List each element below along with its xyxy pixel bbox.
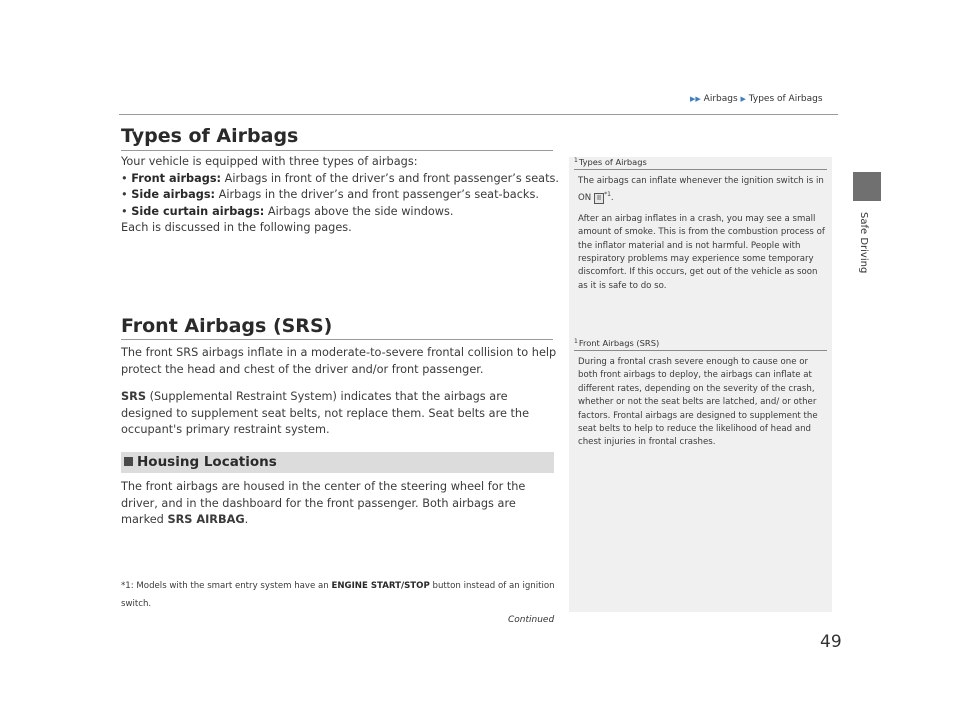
bullet-side-curtain-airbags: • Side curtain airbags: Airbags above the side windows.: [121, 204, 454, 218]
front-airbags-body: [121, 345, 561, 439]
bullet-text: Airbags in the driver’s and front passenger’s seat-backs.: [215, 188, 539, 201]
intro-text: Your vehicle is equipped with three types of airbags:: [121, 155, 418, 168]
housing-locations-body: [121, 479, 561, 529]
bullet-term: Front airbags:: [131, 171, 222, 185]
note-marker: 1: [574, 157, 578, 164]
note-title[interactable]: [574, 157, 827, 170]
note-para: [578, 175, 827, 206]
side-tab-label: Safe Driving: [858, 212, 869, 274]
srs-airbag-term: SRS AIRBAG: [167, 513, 245, 526]
housing-text-end: .: [244, 513, 249, 526]
ignition-on-key-icon: II: [594, 193, 604, 204]
footnote-suffix: button instead of an ignition switch.: [121, 581, 555, 609]
section-title-types-of-airbags: Types of Airbags: [121, 125, 299, 147]
outro-text: Each is discussed in the following pages.: [121, 221, 352, 234]
front-airbags-para1: The front SRS airbags inflate in a moderate-to-severe frontal collision to help protect the head and chest of the driver and/or front passenger.: [121, 346, 557, 376]
bullet-text: Airbags above the side windows.: [264, 204, 454, 218]
types-of-airbags-body: [121, 154, 561, 237]
note-types-of-airbags: [574, 157, 827, 300]
note-text-b: .: [610, 193, 614, 204]
section-title-front-airbags: Front Airbags (SRS): [121, 315, 333, 337]
housing-locations-para: [121, 479, 561, 529]
front-airbags-para2: [121, 389, 561, 439]
note-title-text: Front Airbags (SRS): [578, 338, 660, 348]
breadcrumb-types-of-airbags[interactable]: Types of Airbags: [748, 94, 823, 104]
bullet-term: Side curtain airbags:: [131, 204, 265, 218]
note-text: [574, 351, 827, 450]
srs-definition: (Supplemental Restraint System) indicates that the airbags are designed to supplement seat belts, not replace them. Seat belts are the occupant's primary restraint system.: [121, 390, 530, 436]
header-divider: [119, 114, 838, 115]
engine-start-stop-term: ENGINE START/STOP: [331, 581, 430, 591]
breadcrumb-arrow-icon: ▶: [740, 95, 746, 103]
note-title-text: Types of Airbags: [578, 157, 647, 167]
subsection-header-housing-locations: [121, 452, 554, 473]
note-front-airbags-srs: [574, 338, 827, 457]
bullet-side-airbags: • Side airbags: Airbags in the driver’s and front passenger’s seat-backs.: [121, 188, 539, 201]
note-text: [574, 170, 827, 293]
breadcrumb-airbags[interactable]: Airbags: [703, 94, 738, 104]
subsection-title: Housing Locations: [137, 454, 277, 470]
square-bullet-icon: [124, 457, 133, 466]
note-marker: 1: [574, 338, 578, 345]
housing-text: The front airbags are housed in the center of the steering wheel for the driver, and in the dashboard for the front passenger. Both airbags are marked: [121, 480, 526, 526]
footnote-ref[interactable]: *1: [604, 191, 611, 199]
section-rule: [121, 150, 553, 151]
bullet-term: Side airbags:: [131, 188, 216, 201]
note-para: During a frontal crash severe enough to cause one or both front airbags to deploy, the airbags can inflate at different rates, depending on the severity of the crash, whether or not the seat belts are latched, and/ or other factors. Frontal airbags are designed to supplement the seat belts to help to reduce the likelihood of head and chest injuries in frontal crashes.: [578, 357, 818, 448]
bullet-text: Airbags in front of the driver’s and front passenger’s seats.: [221, 171, 559, 185]
breadcrumb: [690, 94, 832, 104]
note-title[interactable]: [574, 338, 827, 351]
section-rule: [121, 339, 553, 340]
note-para: After an airbag inflates in a crash, you may see a small amount of smoke. This is from the combustion process of the inflator material and is not harmful. People with respiratory problems may experience some temporary discomfort. If this occurs, get out of the vehicle as soon as it is safe to do so.: [578, 213, 825, 291]
note-text-a: The airbags can inflate whenever the ignition switch is in ON: [578, 176, 824, 204]
footnote: [121, 577, 561, 613]
continued-label: Continued: [508, 615, 555, 625]
notes-panel: [569, 157, 832, 612]
breadcrumb-arrow-icon: ▶▶: [690, 95, 701, 103]
bullet-front-airbags: • Front airbags: Airbags in front of the driver’s and front passenger’s seats.: [121, 171, 559, 185]
side-tab-marker: [853, 172, 881, 201]
page-number: 49: [820, 632, 842, 652]
srs-term: SRS: [121, 390, 146, 403]
footnote-prefix: *1: Models with the smart entry system have an: [121, 581, 332, 591]
